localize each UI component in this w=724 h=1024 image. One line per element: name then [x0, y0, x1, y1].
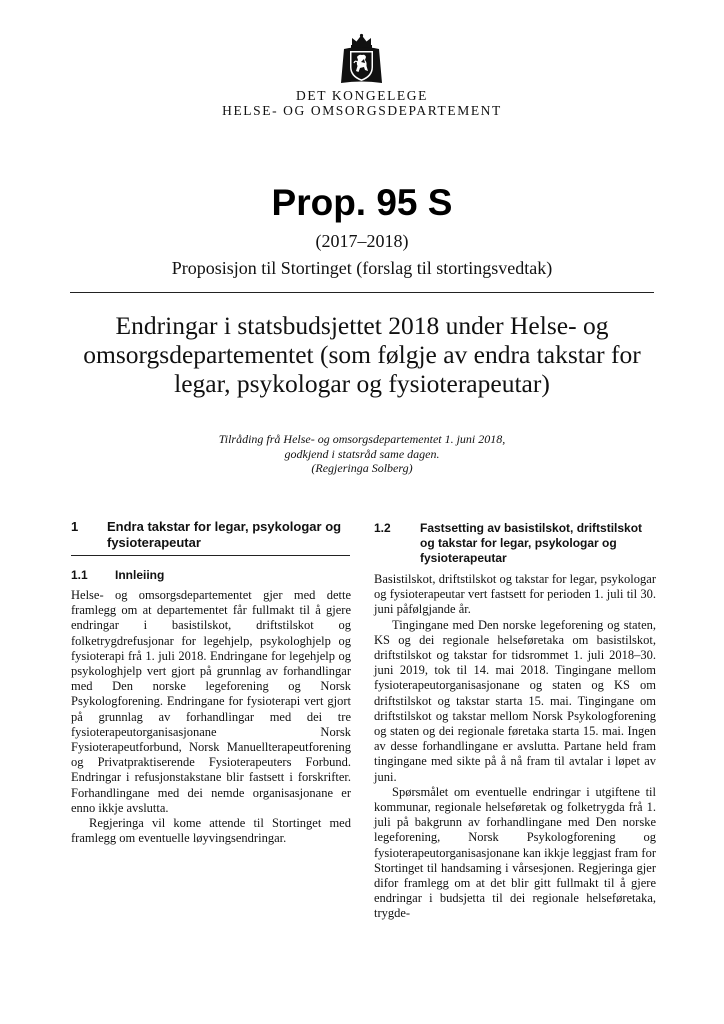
proposition-number: Prop. 95 S — [271, 182, 453, 223]
ministry-name-line-1: DET KONGELEGE — [296, 88, 428, 103]
endorsement-line-1: Tilråding frå Helse- og omsorgsdepartementet 1. juni 2018, — [218, 432, 506, 446]
paragraph: Tingingane med Den norske legeforening og staten, KS og dei regionale helseføretaka om basistilskot, driftstilskot og takstar for tidsrommet 1. juli 2018–30. juni 2019, tok til 14. mai 2018. Tingingane mellom fysioterapeutorganisasjonane og staten og KS om driftstilskot og takstar starta 15. mai. Tingingane om driftstilskot og takstar mellom Norsk Psykologforening og staten og dei regionale føretaka starta 15. mai. Ingen av desse forhandlingane er avslutta. Partane held fram tingingane med sikte på å nå fram til avtalar i løpet av juni. — [374, 617, 656, 784]
section-1-2-body — [374, 572, 656, 922]
section-1-1-body — [71, 588, 351, 846]
endorsement-block — [0, 432, 724, 476]
endorsement-line-2: godkjend i statsråd same dagen. — [284, 446, 440, 461]
document-title: Endringar i statsbudsjettet 2018 under Helse- og omsorgsdepartementet (som følgje av endra takstar for legar, psykologar og fysioterapeutar) — [83, 311, 641, 398]
proposition-years: (2017–2018) — [315, 231, 409, 251]
section-1-rule — [71, 555, 350, 556]
paragraph: Regjeringa vil kome attende til Stortinget med framlegg om eventuelle løyvingsendringar. — [71, 816, 351, 846]
section-1-number: 1 — [71, 519, 79, 534]
royal-coat-of-arms-icon — [338, 33, 385, 85]
section-1-2-number: 1.2 — [374, 521, 391, 535]
paragraph: Helse- og omsorgsdepartementet gjer med dette framlegg om at departementet får fullmakt til å gjere endringar i basistilskot, driftstilskot og folketrygdrefusjonar for legehjelp, psykologhjelp og fysioterapi frå 1. juli 2018. Endringane for legehjelp og psykologhjelp vert gjort på grunnlag av forhandlingar med Den norske legeforening og Norsk Psykologforening. Endringane for fysioterapi vert gjort på grunnlag av forhandlingar med dei tre fysioterapeutorganisasjonane Norsk Fysioterapeutforbund, Norsk Manuellterapeutforening og Privatpraktiserende Fysioterapeuters Forbund. Endringar i refusjonstakstane blir fastsett i forskrifter. Forhandlingane med dei nemde organisasjonane er enno ikkje avslutta. — [71, 588, 351, 815]
section-1-2-title: Fastsetting av basistilskot, driftstilskot og takstar for legar, psykologar og fysioterapeutar — [420, 521, 643, 565]
ministry-name-line-2: HELSE- OG OMSORGSDEPARTEMENT — [222, 103, 502, 118]
proposition-subtitle: Proposisjon til Stortinget (forslag til stortingsvedtak) — [171, 258, 553, 278]
paragraph: Basistilskot, driftstilskot og takstar for legar, psykologar og fysioterapeutar vert fastsett for perioden 1. juli til 30. juni påfølgjande år. — [374, 572, 656, 617]
section-1-1-number: 1.1 — [71, 568, 88, 582]
endorsement-line-3: (Regjeringa Solberg) — [311, 461, 413, 475]
divider-rule — [70, 292, 654, 293]
section-1-1-title: Innleiing — [115, 568, 165, 582]
paragraph: Spørsmålet om eventuelle endringar i utgiftene til kommunar, regionale helseføretak og folketrygda frå 1. juli på bakgrunn av forhandlingane med Den norske legeforening, Norsk Psykologforening og fysioterapeutorganisasjonane kan ikkje leggjast fram for Stortinget til handsaming i vårsesjonen. Regjeringa gjer difor framlegg om at det blir gitt fullmakt til å gjere endringar i budsjetta til dei regionale helseføretaka, trygde- — [374, 784, 656, 921]
section-1-title: Endra takstar for legar, psykologar og fysioterapeutar — [107, 519, 342, 550]
